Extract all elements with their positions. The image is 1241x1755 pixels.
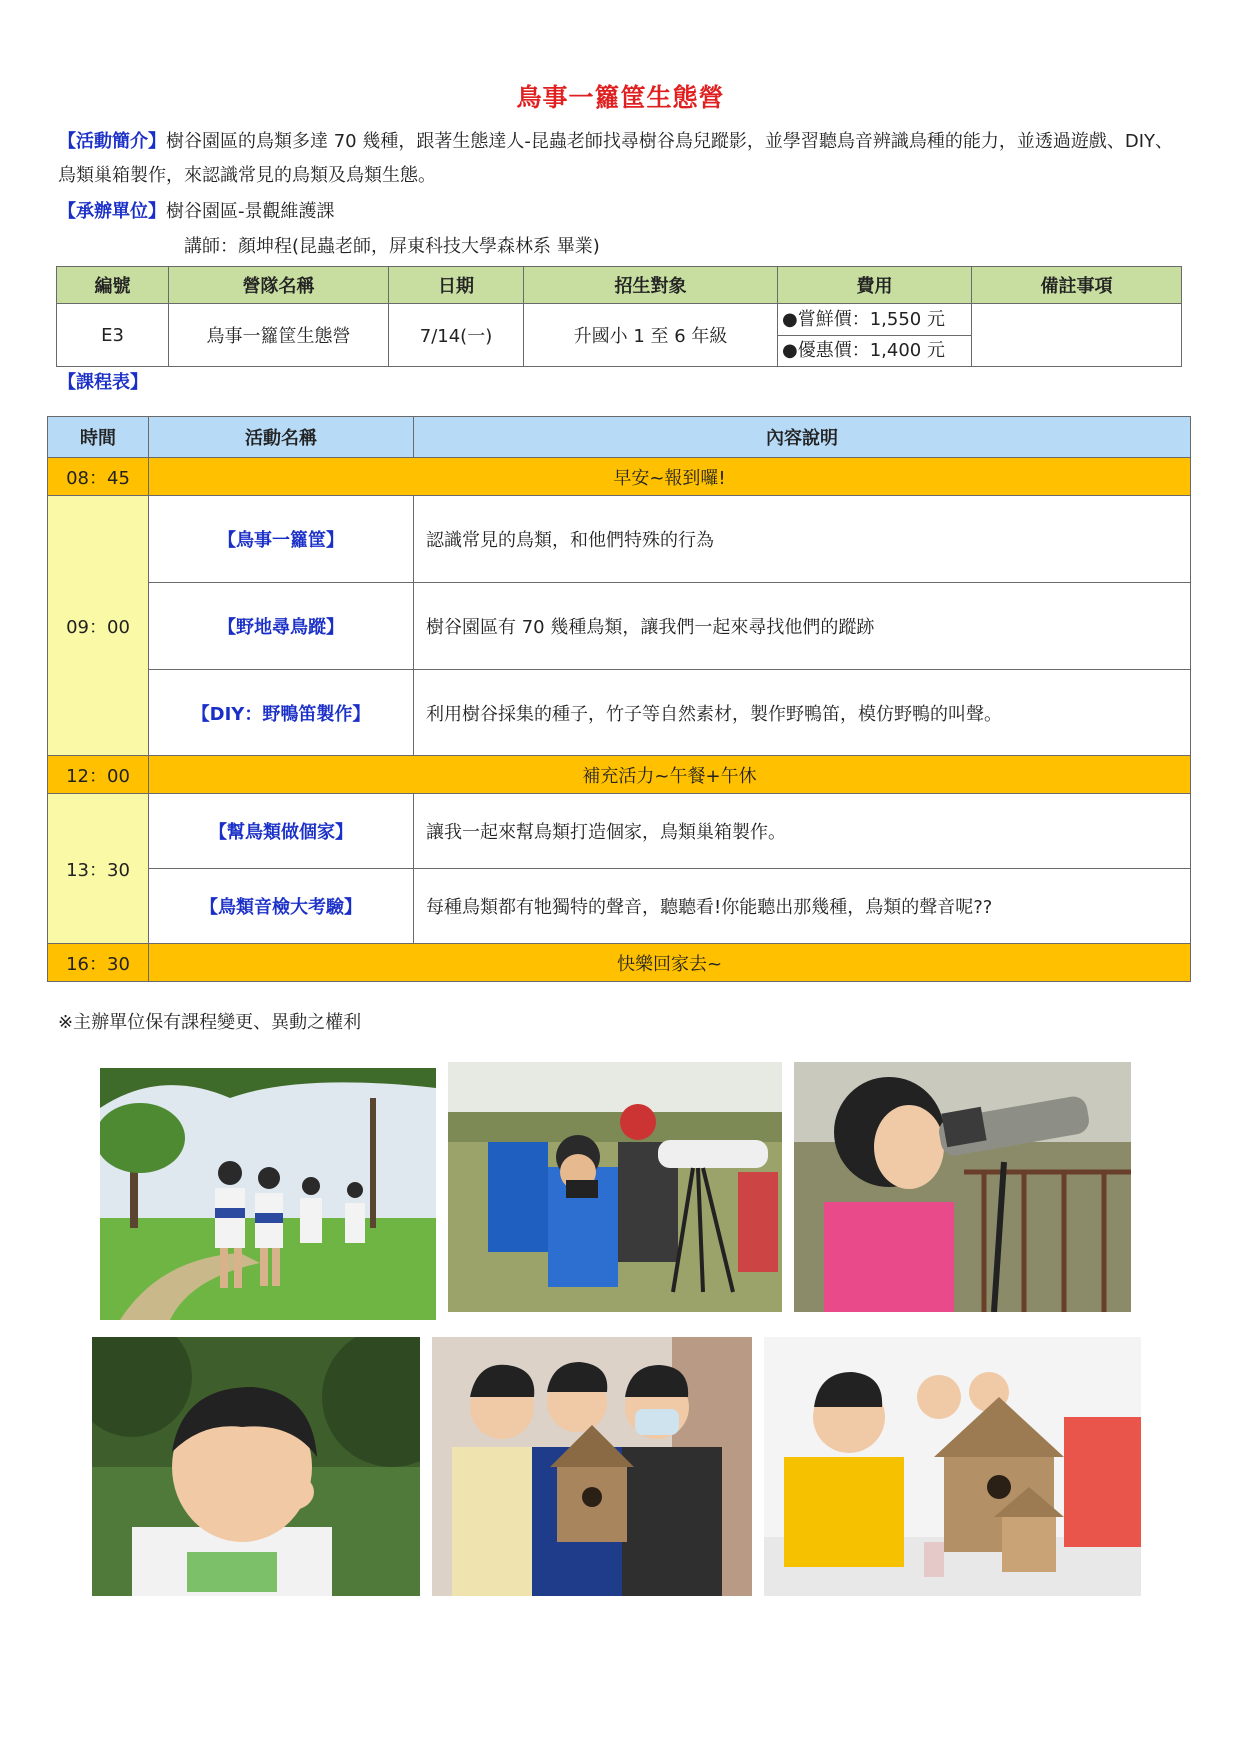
- activity-desc: 每種鳥類都有牠獨特的聲音，聽聽看!你能聽出那幾種，鳥類的聲音呢??: [414, 869, 1191, 944]
- time-cell: 09：00: [48, 496, 149, 756]
- photo-girl-telescope: [794, 1062, 1131, 1312]
- activity-desc: 樹谷園區有 70 幾種鳥類，讓我們一起來尋找他們的蹤跡: [414, 583, 1191, 670]
- header-time: 時間: [48, 417, 149, 458]
- photo-birdhouse-workshop: [764, 1337, 1141, 1596]
- schedule-table: [47, 416, 1191, 982]
- fee-discount: ●優惠價：1,400 元: [778, 335, 971, 366]
- organizer-line: [58, 195, 335, 229]
- header-fee: 費用: [778, 267, 972, 304]
- organizer-text: 樹谷園區-景觀維護課: [166, 201, 335, 222]
- camp-info-table: [56, 266, 1182, 367]
- cell-target: 升國小 1 至 6 年級: [524, 304, 778, 367]
- time-cell: 16：30: [48, 944, 149, 982]
- table-row: [48, 944, 1191, 982]
- activity-name: 【幫鳥類做個家】: [149, 794, 414, 869]
- header-target: 招生對象: [524, 267, 778, 304]
- header-activity: 活動名稱: [149, 417, 414, 458]
- photo-kids-binoculars-park: [100, 1068, 436, 1320]
- time-cell: 12：00: [48, 756, 149, 794]
- photo-boy-duck-whistle: [92, 1337, 420, 1596]
- header-description: 內容說明: [414, 417, 1191, 458]
- table-row: [48, 869, 1191, 944]
- table-row: [48, 756, 1191, 794]
- activity-name: 【鳥類音檢大考驗】: [149, 869, 414, 944]
- cell-remark: [972, 304, 1182, 367]
- cell-name: 鳥事一籮筐生態營: [169, 304, 389, 367]
- disclaimer-note: ※主辦單位保有課程變更、異動之權利: [58, 1012, 362, 1033]
- activity-desc: 利用樹谷採集的種子，竹子等自然素材，製作野鴨笛，模仿野鴨的叫聲。: [414, 670, 1191, 756]
- header-name: 營隊名稱: [169, 267, 389, 304]
- time-cell: 08：45: [48, 458, 149, 496]
- table-row: [48, 583, 1191, 670]
- schedule-header-row: [48, 417, 1191, 458]
- course-label: 【課程表】: [58, 372, 148, 393]
- intro-paragraph: [58, 125, 1188, 193]
- lecturer-line: 講師：顏坤程(昆蟲老師，屏東科技大學森林系 畢業): [184, 236, 600, 257]
- intro-label: 【活動簡介】: [58, 131, 166, 152]
- activity-name: 【DIY：野鴨笛製作】: [149, 670, 414, 756]
- info-header-row: [57, 267, 1182, 304]
- cell-id: E3: [57, 304, 169, 367]
- activity-name: 【野地尋鳥蹤】: [149, 583, 414, 670]
- organizer-label: 【承辦單位】: [58, 201, 166, 222]
- activity-desc: 認識常見的鳥類，和他們特殊的行為: [414, 496, 1191, 583]
- activity-name: 【鳥事一籮筐】: [149, 496, 414, 583]
- table-row: [48, 670, 1191, 756]
- fee-early: ●嘗鮮價：1,550 元: [782, 308, 945, 330]
- info-data-row: [57, 304, 1182, 367]
- cell-fee: [778, 304, 972, 367]
- header-date: 日期: [389, 267, 524, 304]
- cell-date: 7/14(一): [389, 304, 524, 367]
- intro-text: 樹谷園區的鳥類多達 70 幾種，跟著生態達人-昆蟲老師找尋樹谷鳥兒蹤影，並學習聽鳥音辨識鳥種的能力，並透過遊戲、DIY、鳥類巢箱製作，來認識常見的鳥類及鳥類生態。: [58, 131, 1174, 186]
- photo-kids-spotting-scope: [448, 1062, 782, 1312]
- table-row: [48, 794, 1191, 869]
- photo-kids-birdhouse: [432, 1337, 752, 1596]
- table-row: [48, 496, 1191, 583]
- time-cell: 13：30: [48, 794, 149, 944]
- page-title: 鳥事一籮筐生態營: [516, 83, 725, 112]
- table-row: [48, 458, 1191, 496]
- home-cell: 快樂回家去~: [149, 944, 1191, 982]
- header-remark: 備註事項: [972, 267, 1182, 304]
- activity-desc: 讓我一起來幫鳥類打造個家，鳥類巢箱製作。: [414, 794, 1191, 869]
- checkin-cell: 早安~報到囉!: [149, 458, 1191, 496]
- header-id: 編號: [57, 267, 169, 304]
- lunch-cell: 補充活力~午餐+午休: [149, 756, 1191, 794]
